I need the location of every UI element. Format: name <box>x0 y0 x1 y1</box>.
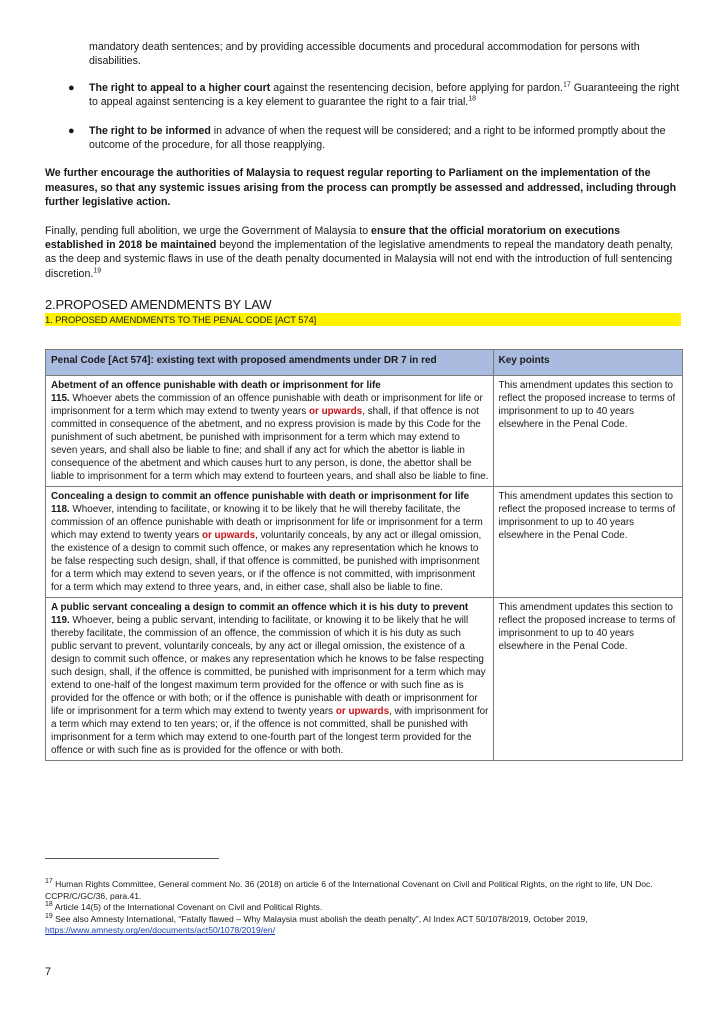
page-number: 7 <box>45 966 52 978</box>
key-points-cell: This amendment updates this section to reflect the proposed increase to terms of imprisonment to up to 40 years elsewhere in the Penal Code. <box>493 376 683 487</box>
proposed-amendment-red: or upwards <box>308 406 363 418</box>
amnesty-report-link[interactable]: https://www.amnesty.org/en/documents/act50/1078/2019/en/ <box>45 925 276 936</box>
table-row <box>46 487 683 598</box>
section-heading: 2.PROPOSED AMENDMENTS BY LAW <box>45 297 272 313</box>
footnote-divider <box>45 858 219 859</box>
footnote-number: 17 <box>45 878 53 886</box>
intro-continuation: mandatory death sentences; and by providing accessible documents and procedural accommodation for persons with disabilities. <box>89 41 640 68</box>
amendment-text: , with imprisonment for a term which may extend to ten years; or, if the offence is not committed, shall be punished with imprisonment for a term which may extend to one-fourth part of the longest term provided for the offence or with such fine as is provided for the offence or with both. <box>51 706 489 757</box>
rights-bullet-list <box>45 81 681 153</box>
column-header-text: Penal Code [Act 574]: existing text with proposed amendments under DR 7 in red <box>46 350 494 376</box>
page-body <box>45 40 681 761</box>
amendment-text: Whoever, intending to facilitate, or knowing it to be likely that he will thereby facilitate, the commission of an offence punishable with death or imprisonment for life or imprisonment for a term which may extend to twenty years <box>51 504 483 542</box>
section-title: A public servant concealing a design to commit an offence which it is his duty to prevent <box>51 602 469 614</box>
bullet-icon: ● <box>68 124 75 137</box>
footnote-ref[interactable]: 18 <box>468 95 477 103</box>
footnote-number: 19 <box>45 912 53 920</box>
section-number: 119. <box>51 615 70 627</box>
amendment-text-cell <box>46 376 494 487</box>
final-paragraph-text: beyond the implementation of the legislative amendments to repeal the mandatory death penalty, as the deep and systemic flaws in use of the death penalty documented in Malaysia will not end with the introduction of full sentencing discretion. <box>45 239 674 280</box>
bold-recommendation: We further encourage the authorities of Malaysia to request regular reporting to Parliament on the implementation of the measures, so that any systemic issues arising from the process can promptly be assessed and addressed, including through further legislative action. <box>45 167 677 209</box>
proposed-amendment-red: or upwards <box>335 706 390 718</box>
final-paragraph-text: Finally, pending full abolition, we urge the Government of Malaysia to <box>45 224 372 237</box>
amendment-text: , voluntarily conceals, by any act or illegal omission, the existence of a design to commit such offence, or makes any representation which he knows to be false respecting such design, shall, if that offence is committed, be punished with imprisonment for a term which may extend to seven years, or if the offence is not committed, with imprisonment for a term which may extend to three years, and, in either case, shall also be liable to fine. <box>51 530 482 594</box>
table-row <box>46 376 683 487</box>
footnote-text: Human Rights Committee, General comment No. 36 (2018) on article 6 of the International Covenant on Civil and Political Rights, on the right to life, UN Doc. CCPR/C/GC/36, para.41. <box>45 879 653 901</box>
footnote <box>45 879 685 902</box>
table-header-row <box>46 350 683 376</box>
amendments-table <box>45 349 683 761</box>
bullet-bold-text: The right to be informed <box>89 124 211 137</box>
bullet-text: against the resentencing decision, before applying for pardon. <box>270 81 563 94</box>
amendment-text-cell <box>46 598 494 761</box>
section-title: Concealing a design to commit an offence punishable with death or imprisonment for life <box>51 491 470 503</box>
section-title: Abetment of an offence punishable with death or imprisonment for life <box>51 380 381 392</box>
bullet-text: in advance of when the request will be considered; and a right to be informed promptly about the outcome of the procedure, for all those reapplying. <box>89 124 666 152</box>
final-paragraph-bold: ensure that the official moratorium on executions established in 2018 be maintained <box>45 224 621 252</box>
section-number: 118. <box>51 504 70 516</box>
list-item <box>45 81 681 110</box>
bullet-bold-text: The right to appeal to a higher court <box>89 81 271 94</box>
footnote <box>45 914 685 937</box>
key-points-cell: This amendment updates this section to reflect the proposed increase to terms of imprisonment to up to 40 years elsewhere in the Penal Code. <box>493 598 683 761</box>
footnotes <box>45 879 685 937</box>
list-item <box>45 124 681 153</box>
footnote-number: 18 <box>45 901 53 909</box>
footnote-ref[interactable]: 17 <box>562 81 571 89</box>
proposed-amendment-red: or upwards <box>201 530 256 542</box>
final-paragraph <box>45 224 681 282</box>
key-points-cell: This amendment updates this section to reflect the proposed increase to terms of imprisonment to up to 40 years elsewhere in the Penal Code. <box>493 487 683 598</box>
bullet-icon: ● <box>68 81 75 94</box>
table-row <box>46 598 683 761</box>
footnote-text: See also Amnesty International, “Fatally flawed – Why Malaysia must abolish the death penalty”, AI Index ACT 50/1078/2019, October 2019, <box>52 913 588 924</box>
section-number: 115. <box>51 393 70 405</box>
amendment-text-cell <box>46 487 494 598</box>
amendment-text: Whoever, being a public servant, intending to facilitate, or knowing it to be likely that he will thereby facilitate, the commission of an offence, the commission of which it is his duty as such public servant to prevent, voluntarily conceals, by any act or illegal omission, the existence of a design to commit such offence, or makes any representation which he knows to be false respecting such design, shall, if the offence is committed, be punished with imprisonment for a term which may extend to one-half of the longest maximum term provided for the offence or with such fine as is provided for the offence or with both; or if the offence is punishable with death or imprisonment for life or imprisonment for a term which may extend to twenty years <box>51 615 486 718</box>
footnote-ref[interactable]: 19 <box>93 267 102 275</box>
amendment-text: , shall, if that offence is not committed in consequence of the abetment, and no express provision is made by this Code for the punishment of such abetment, be punished with imprisonment for a term which may extend to seven years, and shall also be liable to fine; and shall if any act for which the abettor is liable in consequence of the abetment and which causes hurt to any person, is done, the abettor shall be liable to imprisonment for a term which may extend to fourteen years, and shall also be liable to fine. <box>51 406 489 483</box>
footnote <box>45 902 685 914</box>
footnote-text: Article 14(5) of the International Covenant on Civil and Political Rights. <box>52 902 323 913</box>
amendment-text: Whoever abets the commission of an offence punishable with death or imprisonment for life or imprisonment for a term which may extend to twenty years <box>51 393 483 418</box>
highlighted-subheading: 1. PROPOSED AMENDMENTS TO THE PENAL CODE [ACT 574] <box>45 313 681 326</box>
bullet-text: Guaranteeing the right to appeal against sentencing is a key element to guarantee the right to a fair trial. <box>89 81 680 109</box>
column-header-key-points: Key points <box>493 350 683 376</box>
